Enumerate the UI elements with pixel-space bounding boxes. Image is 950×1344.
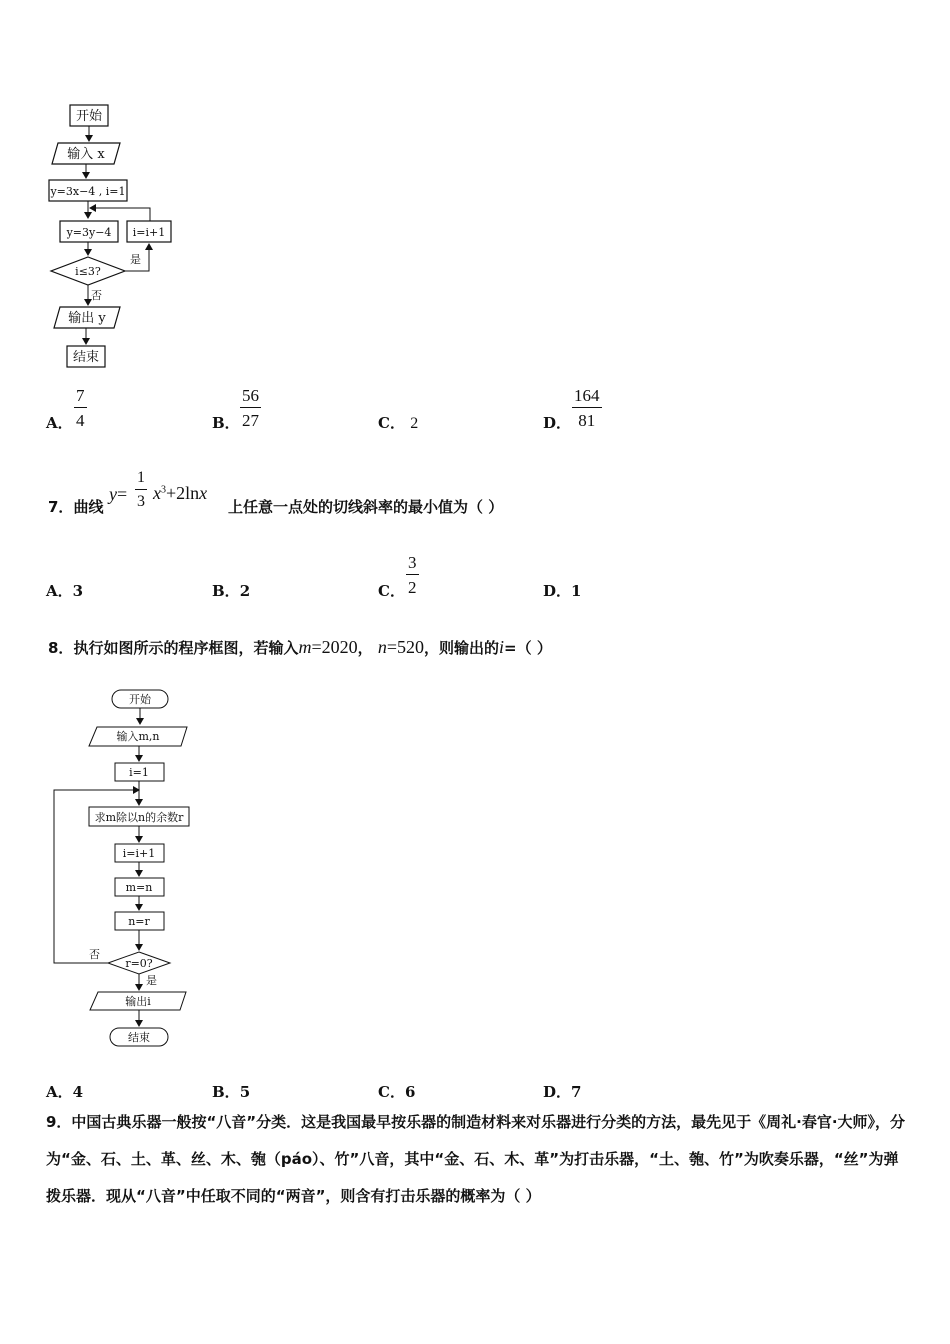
fc1-update-label: y=3y−4 bbox=[66, 226, 112, 239]
fc1-input-label: 输入 x bbox=[67, 147, 105, 162]
fc2-increment-label: i=i+1 bbox=[122, 847, 156, 860]
q6-option-c[interactable]: C． 2 bbox=[378, 414, 419, 432]
q6-option-d-fraction: $\frac{164}{81}$ bbox=[574, 386, 600, 430]
q6-option-a[interactable]: A． bbox=[46, 414, 73, 432]
fc2-start-label: 开始 bbox=[129, 693, 151, 706]
q7-option-c[interactable]: C． bbox=[378, 582, 405, 600]
fc1-yes-label: 是 bbox=[130, 253, 141, 266]
fc1-increment-label: i=i+1 bbox=[132, 226, 166, 239]
q6-option-b-fraction: $\frac{56}{27}$ bbox=[242, 386, 259, 430]
q6-option-b[interactable]: B． bbox=[212, 414, 240, 432]
fc2-no-label: 否 bbox=[89, 948, 100, 961]
q7-option-d[interactable]: D．1 bbox=[543, 582, 582, 600]
q8-option-a[interactable]: A．4 bbox=[46, 1083, 84, 1101]
fc1-condition-label: i≤3? bbox=[75, 265, 101, 278]
fc1-end-label: 结束 bbox=[72, 350, 100, 365]
fc2-yes-label: 是 bbox=[146, 974, 157, 987]
fc2-input-label: 输入m,n bbox=[116, 730, 160, 743]
fc2-end-label: 结束 bbox=[128, 1031, 150, 1044]
q7-stem: 7．曲线 bbox=[48, 498, 104, 516]
q7-option-b[interactable]: B．2 bbox=[212, 582, 251, 600]
fc1-start-label: 开始 bbox=[75, 109, 103, 124]
fc1-init-label: y=3x−4 , i=1 bbox=[50, 185, 126, 198]
q8-option-d[interactable]: D．7 bbox=[543, 1083, 582, 1101]
fc2-output-label: 输出i bbox=[125, 995, 151, 1008]
q9-stem: 9．中国古典乐器一般按“八音”分类．这是我国最早按乐器的制造材料来对乐器进行分类的方法，最先见于《周礼·春官·大师》，分为“金、石、土、革、丝、木、匏（páo）、竹”八音，其中“金、石、木、革”为打击乐器，“土、匏、竹”为吹奏乐器，“丝”为弹拨乐器．现从“八音”中任取不同的“两音”，则含有打击乐器的概率为（ ） bbox=[46, 1113, 906, 1205]
q7-formula-rest: $x^3+2\ln x$ bbox=[153, 483, 208, 503]
q7-option-c-fraction: $\frac{3}{2}$ bbox=[408, 553, 417, 597]
q8-stem: 8．执行如图所示的程序框图，若输入m=2020， n=520，则输出的i=（ ） bbox=[48, 637, 552, 657]
fc2-condition-label: r=0? bbox=[125, 957, 153, 970]
fc1-no-label: 否 bbox=[91, 289, 102, 302]
fc2-init-label: i=1 bbox=[129, 766, 149, 779]
q7-formula: y= bbox=[109, 484, 128, 504]
fc2-assign-n-label: n=r bbox=[128, 915, 150, 928]
q6-option-d[interactable]: D． bbox=[543, 414, 572, 432]
fc1-output-label: 输出 y bbox=[68, 311, 106, 326]
q7-option-a[interactable]: A．3 bbox=[46, 582, 84, 600]
fc2-remainder-label: 求m除以n的余数r bbox=[94, 811, 184, 824]
q7-stem-suffix: 上任意一点处的切线斜率的最小值为（ ） bbox=[228, 498, 504, 516]
q6-option-a-fraction: $\frac{7}{4}$ bbox=[76, 386, 85, 430]
q8-option-c[interactable]: C．6 bbox=[378, 1083, 416, 1101]
q8-option-b[interactable]: B．5 bbox=[212, 1083, 251, 1101]
q7-formula-fraction: $\frac{1}{3}$ bbox=[137, 469, 145, 510]
fc2-assign-m-label: m=n bbox=[125, 881, 153, 894]
